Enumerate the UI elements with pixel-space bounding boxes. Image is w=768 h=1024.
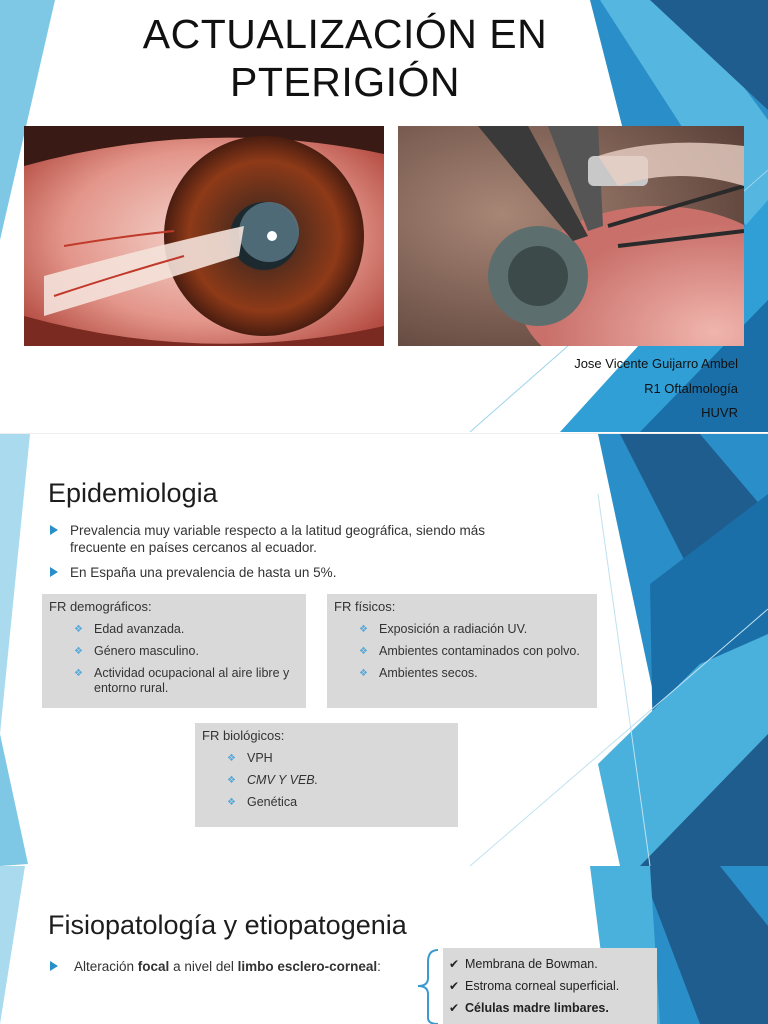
list-item: ❖ CMV Y VEB. (227, 773, 319, 787)
check-icon: ✔ (449, 979, 460, 993)
author-name: Jose Vicente Guijarro Ambel (574, 356, 738, 371)
check-icon: ✔ (449, 1001, 460, 1015)
triangle-bullet-icon (50, 525, 58, 535)
structures-box (443, 948, 657, 1024)
fr-physical-box (327, 594, 597, 708)
bullet-item: En España una prevalencia de hasta un 5%. (50, 564, 530, 581)
title-line-1: ACTUALIZACIÓN EN (142, 11, 548, 57)
fr-demographic-box (42, 594, 306, 708)
list-item: ✔ Membrana de Bowman. (449, 957, 598, 971)
author-role: R1 Oftalmología (644, 381, 738, 396)
title-line-2: PTERIGIÓN (229, 59, 461, 105)
eye-photo-pterygium (24, 126, 384, 346)
list-item: ✔ Estroma corneal superficial. (449, 979, 620, 993)
box-title: FR demográficos: (49, 599, 152, 614)
list-item: ✔ Células madre limbares. (449, 1001, 609, 1015)
section-heading: Epidemiologia (48, 478, 218, 508)
bullet-item: Alteración focal a nivel del limbo esclero-corneal: (50, 958, 410, 975)
fr-biological-box (195, 723, 458, 827)
diamond-bullet-icon: ❖ (359, 668, 368, 679)
section-heading: Fisiopatología y etiopatogenia (48, 910, 407, 940)
list-item: ❖ VPH (227, 751, 273, 765)
list-item: ❖ Ambientes contaminados con polvo. (359, 644, 580, 658)
diamond-bullet-icon: ❖ (74, 668, 83, 679)
list-item: ❖ Actividad ocupacional al aire libre y entorno rural. (74, 666, 290, 695)
brace-icon (412, 948, 442, 1024)
author-org: HUVR (701, 405, 738, 420)
diamond-bullet-icon: ❖ (227, 775, 236, 786)
list-item: ❖ Exposición a radiación UV. (359, 622, 528, 636)
list-item: ❖ Ambientes secos. (359, 666, 478, 680)
triangle-bullet-icon (50, 567, 58, 577)
surgery-photo (398, 126, 744, 346)
list-item: ❖ Género masculino. (74, 644, 199, 658)
list-item: ❖ Edad avanzada. (74, 622, 185, 636)
list-item: ❖ Genética (227, 795, 298, 809)
slide-pathophysiology (0, 866, 768, 1024)
diamond-bullet-icon: ❖ (359, 646, 368, 657)
box-title: FR físicos: (334, 599, 396, 614)
diamond-bullet-icon: ❖ (359, 624, 368, 635)
diamond-bullet-icon: ❖ (74, 624, 83, 635)
diamond-bullet-icon: ❖ (227, 753, 236, 764)
check-icon: ✔ (449, 957, 460, 971)
box-title: FR biológicos: (202, 728, 285, 743)
triangle-bullet-icon (50, 961, 58, 971)
diamond-bullet-icon: ❖ (74, 646, 83, 657)
page-title (100, 10, 590, 106)
slide-title (0, 0, 768, 432)
bullet-item: Prevalencia muy variable respecto a la latitud geográfica, siendo más frecuente en países cercanos al ecuador. (50, 522, 530, 556)
slide-epidemiology (0, 433, 768, 866)
diamond-bullet-icon: ❖ (227, 797, 236, 808)
